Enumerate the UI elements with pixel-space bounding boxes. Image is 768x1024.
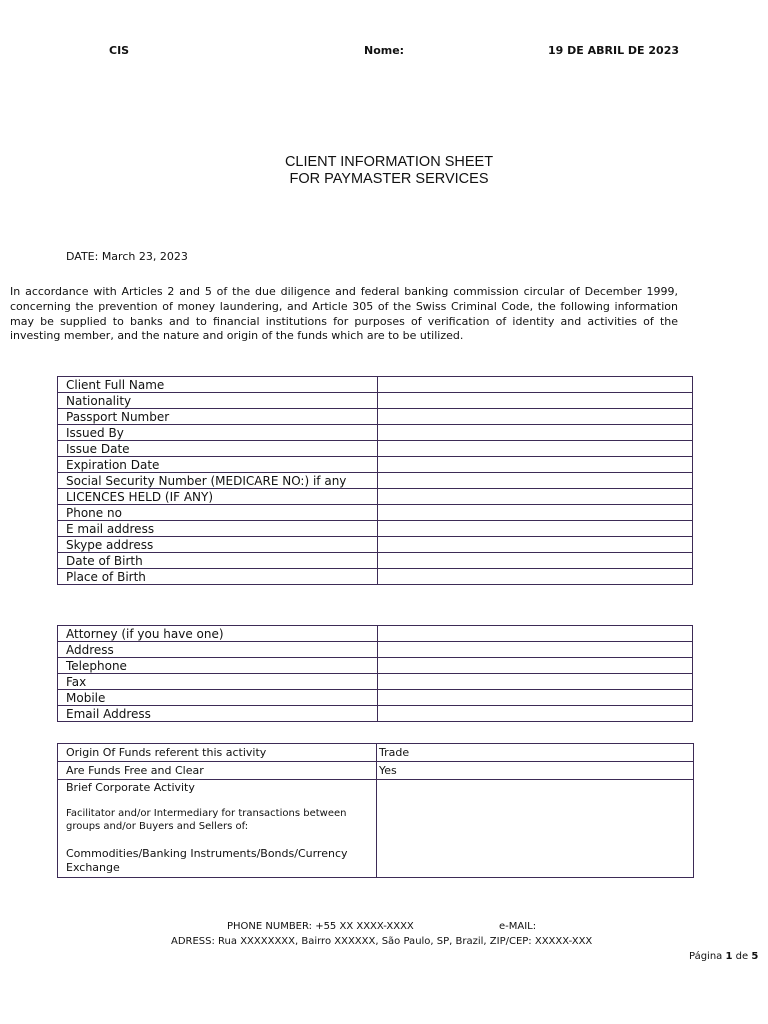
title-line-1: CLIENT INFORMATION SHEET	[284, 154, 494, 170]
attorney-field-label: Mobile	[58, 690, 378, 706]
attorney-field-value-field[interactable]	[378, 658, 693, 674]
client-field-value-field[interactable]	[378, 425, 693, 441]
attorney-field-value-field[interactable]	[378, 706, 693, 722]
table-row	[58, 537, 693, 553]
client-field-value-field[interactable]	[378, 393, 693, 409]
intro-paragraph: In accordance with Articles 2 and 5 of the due diligence and federal banking commission circular of December 1999, concerning the prevention of money laundering, and Article 305 of the Swiss Criminal Code, the following information may be supplied to banks and to financial institutions for purposes of verification of identity and activities of the investing member, and the nature and origin of the funds which are to be utilized.	[10, 285, 678, 343]
page-total: 5	[751, 951, 759, 962]
table-row	[58, 642, 693, 658]
table-row	[58, 569, 693, 585]
table-row	[58, 473, 693, 489]
client-field-value-field[interactable]	[378, 457, 693, 473]
table-row	[58, 521, 693, 537]
header-date: 19 DE ABRIL DE 2023	[548, 44, 680, 57]
client-field-value-field[interactable]	[378, 505, 693, 521]
client-field-label: Phone no	[58, 505, 378, 521]
table-row	[58, 762, 694, 780]
page-middle: de	[732, 951, 752, 962]
client-info-table	[57, 376, 693, 585]
client-field-label: Issue Date	[58, 441, 378, 457]
client-field-label: LICENCES HELD (IF ANY)	[58, 489, 378, 505]
table-row	[58, 690, 693, 706]
attorney-field-label: Telephone	[58, 658, 378, 674]
corporate-activity-desc: Facilitator and/or Intermediary for transactions between groups and/or Buyers and Sellers of:	[66, 808, 347, 832]
client-field-label: Skype address	[58, 537, 378, 553]
date-line: DATE: March 23, 2023	[66, 250, 188, 263]
footer-address: ADRESS: Rua XXXXXXXX, Bairro XXXXXX, São Paulo, SP, Brazil, ZIP/CEP: XXXXX-XXX	[171, 936, 593, 947]
table-row	[58, 706, 693, 722]
page-title	[0, 154, 768, 188]
table-row	[58, 393, 693, 409]
client-field-label: Place of Birth	[58, 569, 378, 585]
client-field-value-field[interactable]	[378, 489, 693, 505]
table-row	[58, 441, 693, 457]
origin-of-funds-label: Origin Of Funds referent this activity	[58, 744, 377, 762]
attorney-field-label: Attorney (if you have one)	[58, 626, 378, 642]
table-row	[58, 780, 694, 878]
client-field-value-field[interactable]	[378, 409, 693, 425]
client-field-value-field[interactable]	[378, 473, 693, 489]
client-field-label: Expiration Date	[58, 457, 378, 473]
client-field-label: Issued By	[58, 425, 378, 441]
table-row	[58, 489, 693, 505]
funds-free-label: Are Funds Free and Clear	[58, 762, 377, 780]
client-field-value-field[interactable]	[378, 569, 693, 585]
client-field-value-field[interactable]	[378, 441, 693, 457]
corporate-activity-value[interactable]	[377, 780, 694, 878]
attorney-field-label: Fax	[58, 674, 378, 690]
table-row	[58, 744, 694, 762]
funds-table	[57, 743, 694, 878]
attorney-field-value-field[interactable]	[378, 690, 693, 706]
table-row	[58, 626, 693, 642]
attorney-field-label: Address	[58, 642, 378, 658]
client-field-value-field[interactable]	[378, 537, 693, 553]
page-number	[689, 951, 758, 962]
client-field-label: Passport Number	[58, 409, 378, 425]
client-field-value-field[interactable]	[378, 553, 693, 569]
table-row	[58, 457, 693, 473]
client-field-label: Client Full Name	[58, 377, 378, 393]
attorney-field-value-field[interactable]	[378, 626, 693, 642]
table-row	[58, 553, 693, 569]
table-row	[58, 674, 693, 690]
attorney-field-value-field[interactable]	[378, 642, 693, 658]
client-field-label: E mail address	[58, 521, 378, 537]
corporate-activity-items: Commodities/Banking Instruments/Bonds/Currency Exchange	[66, 847, 348, 874]
attorney-field-label: Email Address	[58, 706, 378, 722]
client-field-label: Nationality	[58, 393, 378, 409]
corporate-activity-title: Brief Corporate Activity	[66, 781, 195, 794]
table-row	[58, 377, 693, 393]
page-current: 1	[725, 951, 733, 962]
table-row	[58, 658, 693, 674]
attorney-field-value-field[interactable]	[378, 674, 693, 690]
title-line-2: FOR PAYMASTER SERVICES	[289, 171, 489, 187]
header-nome: Nome:	[364, 44, 405, 57]
client-field-value-field[interactable]	[378, 521, 693, 537]
table-row	[58, 425, 693, 441]
table-row	[58, 505, 693, 521]
funds-free-value[interactable]: Yes	[377, 762, 694, 780]
client-field-value-field[interactable]	[378, 377, 693, 393]
corporate-activity-cell	[58, 780, 377, 878]
origin-of-funds-value[interactable]: Trade	[377, 744, 694, 762]
header-cis: CIS	[109, 44, 130, 57]
page-prefix: Página	[689, 951, 726, 962]
attorney-table	[57, 625, 693, 722]
client-field-label: Date of Birth	[58, 553, 378, 569]
client-field-label: Social Security Number (MEDICARE NO:) if any	[58, 473, 378, 489]
footer-phone: PHONE NUMBER: +55 XX XXXX-XXXX	[227, 921, 414, 932]
table-row	[58, 409, 693, 425]
footer-email: e-MAIL:	[499, 921, 537, 932]
